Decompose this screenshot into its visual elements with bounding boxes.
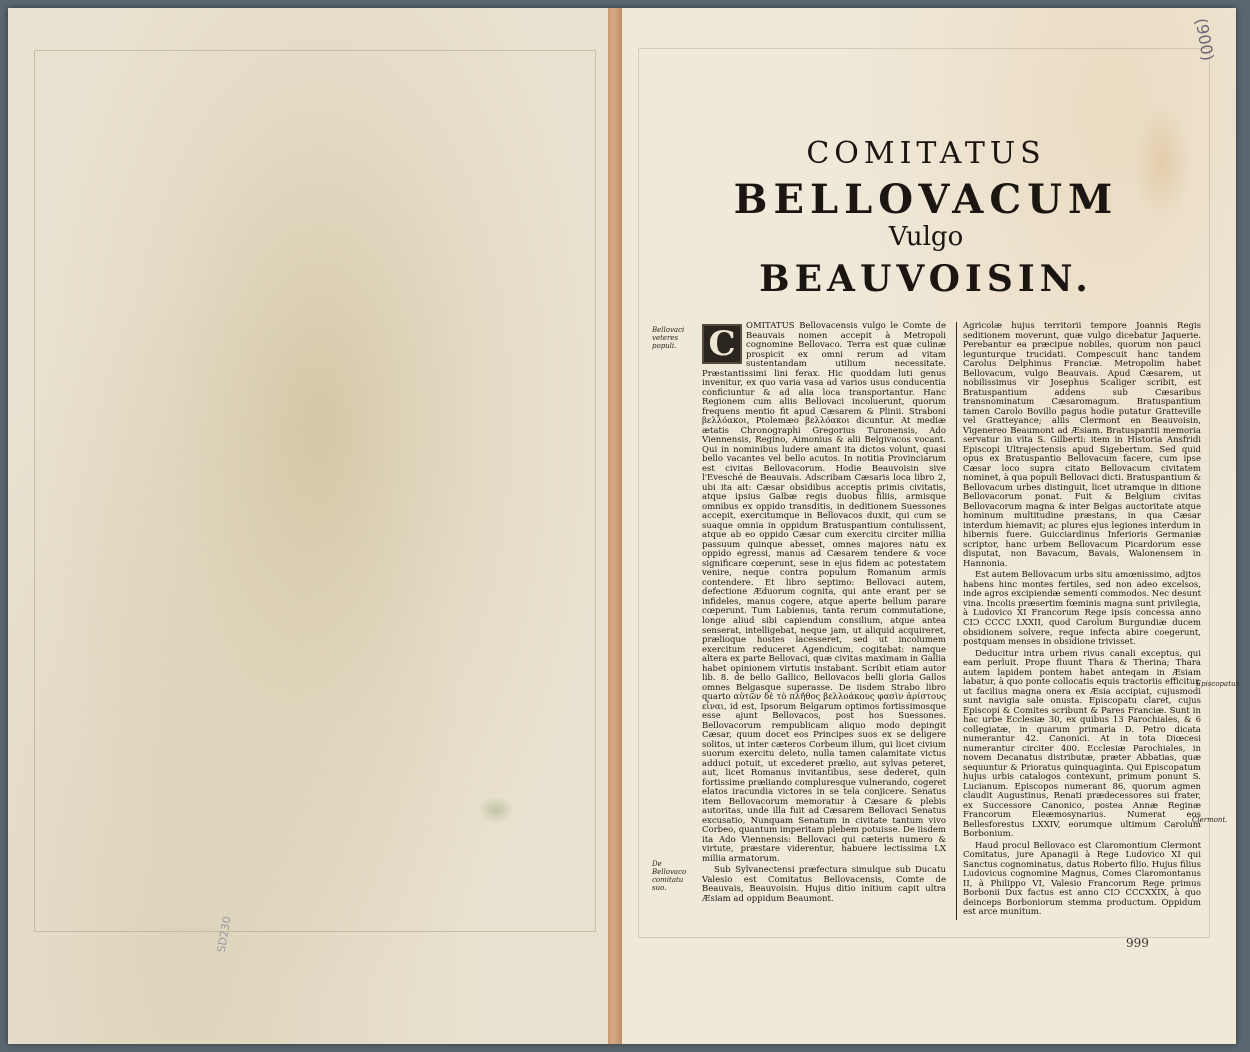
- text-leaf: [622, 8, 1242, 1044]
- decorated-initial: C: [702, 324, 742, 364]
- center-fold: [608, 8, 622, 1044]
- margin-note-bellovaci: Bellovaci veteres populi.: [652, 326, 685, 350]
- paragraph: Sub Sylvanectensi præfectura simulque sub Ducatu Valesio est Comitatus Bellovacensis, Comte de Beauvais, Beauvoisin. Hujus ditio initium capit ultra Æsiam ad oppidum Beaumont.: [702, 865, 946, 904]
- pencil-inventory-mark: SD230: [214, 915, 234, 954]
- title-line-3: Vulgo: [888, 222, 964, 252]
- pencil-corner-note: (900): [1191, 16, 1218, 63]
- margin-note-clermont: Clermont.: [1192, 816, 1228, 824]
- title-line-4: BEAUVOISIN.: [759, 258, 1093, 300]
- text-column-right: [956, 322, 1201, 920]
- map-sheet: [8, 8, 1242, 1044]
- paragraph: OMITATUS Bellovacensis vulgo le Comte de Beauvais nomen accepit à Metropoli cognomine Bellovaco. Terra est quæ culinæ prospicit ex omni rerum ad vitam sustentandam utilium necessitate. Præstantissimi lini ferax. Hic quoddam luti genus invenitur, ex quo varia vasa ad varios usus conducentia conficiuntur & ad alia loca transportantur. Hanc Regionem cum aliis Bellovaci incoluerunt, quorum frequens mentio fit apud Cæsarem & Plinii. Straboni βελλόακοι, Ptolemæo βελλόακοι dicuntur. At mediæ ætatis Chronographi Gregorius Turonensis, Ado Viennensis, Regino, Aimonius & alii Belgivacos vocant. Qui in nominibus ludere amant ita dictos volunt, quasi bello vacantes vel bello acutos. In notitia Provinciarum est civitas Bellovacorum. Hodie Beauvoisin sive l'Evesché de Beauvais. Adscribam Cæsaris loca libro 2, ubi ita ait: Cæsar obsidibus acceptis primis civitatis, atque ipsius Galbæ regis duobus filiis, armisque omnibus ex oppido transditis, in deditionem Suessones accepit, exercitumque in Bellovacos duxit, qui cum se suaque omnia in oppidum Bratuspantium contulissent, atque ab eo oppido Cæsar cum exercitu circiter millia passuum quinque abesset, omnes majores natu ex oppido egressi, manus ad Cæsarem tendere & voce significare cœperunt, sese in ejus fidem ac potestatem venire, neque contra populum Romanum armis contendere. Et libro septimo: Bellovaci autem, defectione Æduorum cognita, qui ante erant per se infideles, manus cogere, atque aperte bellum parare cœperunt. Tum Labienus, tanta rerum commutatione, longe aliud sibi capiendum consilium, atque antea senserat, intelligebat, neque jam, ut aliquid acquireret, prælioque hostes lacesseret, sed ut incolumem exercitum reduceret Agendicum, cogitabat: namque altera ex parte Bellovaci, quæ civitas maximam in Gallia habet opinionem virtutis instabant. Scribit etiam autor lib. 8. de bello Gallico, Bellovacos belli gloria Gallos omnes Belgasque superasse. De iisdem Strabo libro quarto αὐτῶν δὲ τὸ πλῆθος βελλοάκους φασὶν ἀρίστους εἶναι, id est, Ipsorum Belgarum optimos fortissimosque esse ajunt Bellovacos, post hos Suessones. Bellovacorum rempublicam aliquo modo depingit Cæsar, quum docet eos Principes suos ex se deligere solitos, ut inter cæteros Corbeum illum, qui licet civium suorum exercitu deleto, nulla tamen calamitate victus adduci potuit, ut excederet prælio, aut sylvas peteret, aut, licet Romanus invitantibus, sese dederet, quin fortissime præliando compluresque vulnerando, cogeret elatos iracundia victores in se tela conjicere. Senatus item Bellovacorum memoratur à Cæsare & plebis autoritas, unde illa fuit ad Cæsarem Bellovaci Senatus excusatio, Nunquam Senatum in civitate tantum vivo Corbeo, quantum imperitam plebem potuisse. De iisdem ita Ado Viennensis: Bellovaci qui cæteris numero & virtute, præstare viderentur, habuere lectissima LX millia armatorum.: [702, 321, 946, 864]
- blank-verso-leaf: [8, 8, 608, 1044]
- paragraph: Est autem Bellovacum urbs situ amœnissimo, adjtos habens hinc montes fertiles, sed non adeo excelsos, inde agros excipiendæ sementi commodos. Nec desunt vina. Incolis præsertim fœminis magna sunt privilegia, à Ludovico XI Francorum Rege ipsis concessa anno CIƆ CCCC LXXII, quod Carolum Burgundiæ ducem obsidionem solvere, reque infecta abire coegerunt, postquam menses in obsidione trivisset.: [963, 570, 1201, 648]
- page-number: 999: [1126, 936, 1149, 950]
- text-column-left: [702, 322, 946, 906]
- title-line-1: COMITATUS: [806, 136, 1046, 171]
- paragraph: Agricolæ hujus territorii tempore Joannis Regis seditionem moverunt, quæ vulgo dicebatur Jaquerie. Perebantur ea præcipue nobiles, quorum non pauci legunturque trucidati. Compescuit hanc tandem Carolus Delphinus Franciæ. Metropolim habet Bellovacum, vulgo Beauvais. Apud Cæsarem, ut nobilissimus vir Josephus Scaliger scribit, est Bratuspantium addens sub Cæsaribus transnominatum Cæsaromagum. Bratuspantium tamen Carolo Bovillo pagus hodie putatur Gratteville vel Gratteyance; aliis Clermont en Beauvoisin, Vigenereo Beaumont ad Æsiam. Bratuspantii memoria servatur in vita S. Gilberti: item in Historia Ansfridi Episcopi Ultrajectensis apud Sigebertum. Sed quid opus ex Bratuspantio Bellovacum facere, cum ipse Cæsar loco supra citato Bellovacum civitatem nominet, à qua populi Bellovaci dicti. Bratuspantium & Bellovacum urbes distinguit, licet utramque in ditione Bellovacorum ponat. Fuit & Belgium civitas Bellovacorum magna & inter Belgas auctoritate atque hominum multitudine præstans, in qua Cæsar interdum hiemavit; ac plures ejus legiones interdum in hibernis fuere. Guicciardinus Inferioris Germaniæ scriptor, hanc urbem Bellovacum Picardorum esse disputat, non Bavacum, Bavais, Walonensem in Hannonia.: [963, 321, 1201, 569]
- margin-note-episcopatus: Episcopatus.: [1196, 680, 1242, 688]
- margin-note-de-bellovaco: De Bellovaco comitatu suo.: [652, 860, 687, 892]
- title-line-2: BELLOVACUM: [733, 176, 1119, 223]
- paragraph: Haud procul Bellovaco est Claromontium Clermont Comitatus, jure Apanagii à Rege Ludovico XI qui Sanctus cognominatus, datus Roberto filio. Hujus filius Ludovicus cognomine Magnus, Comes Claromontanus II, à Philippo VI, Valesio Francorum Rege primus Borbonii Dux factus est anno CIƆ CCCXXIX, à quo deinceps Borboniorum stemma productum. Oppidum est arce munitum.: [963, 840, 1201, 918]
- show-through-stain: [478, 796, 514, 824]
- paragraph: Deducitur intra urbem rivus canali exceptus, qui eam perluit. Prope fluunt Thara & Therina; Thara autem lapidem pontem habet anteqam in Æsiam labatur, à quo ponte collocatis equis tractoriis efficitur, ut facilius magna onera ex Æsia accipiat, cujusmodi sunt navigia sale onusta. Episcopatu claret, cujus Episcopi & Comites scribunt & Pares Franciæ. Sunt in hac urbe Ecclesiæ 30, ex quibus 13 Parochiales, & 6 collegiatæ, in quarum primaria D. Petro dicata numerantur 42. Canonici. At in tota Diœcesi numerantur circiter 400. Ecclesiæ Parochiales, in novem Decanatus distributæ, præter Abbatias, quæ sequuntur & Prioratus quinquaginta. Qui Episcopatum hujus urbis catalogos contexunt, primum ponunt S. Lucianum. Episcopos numerant 86, quorum agmen claudit Augustinus, Renati prædecessores sui frater, ex Successore Canonico, postea Annæ Reginæ Francorum Eleæmosynarius. Numerat eos Bellesforestus LXXIV, eorumque ultimum Carolum Borbonium.: [963, 648, 1201, 840]
